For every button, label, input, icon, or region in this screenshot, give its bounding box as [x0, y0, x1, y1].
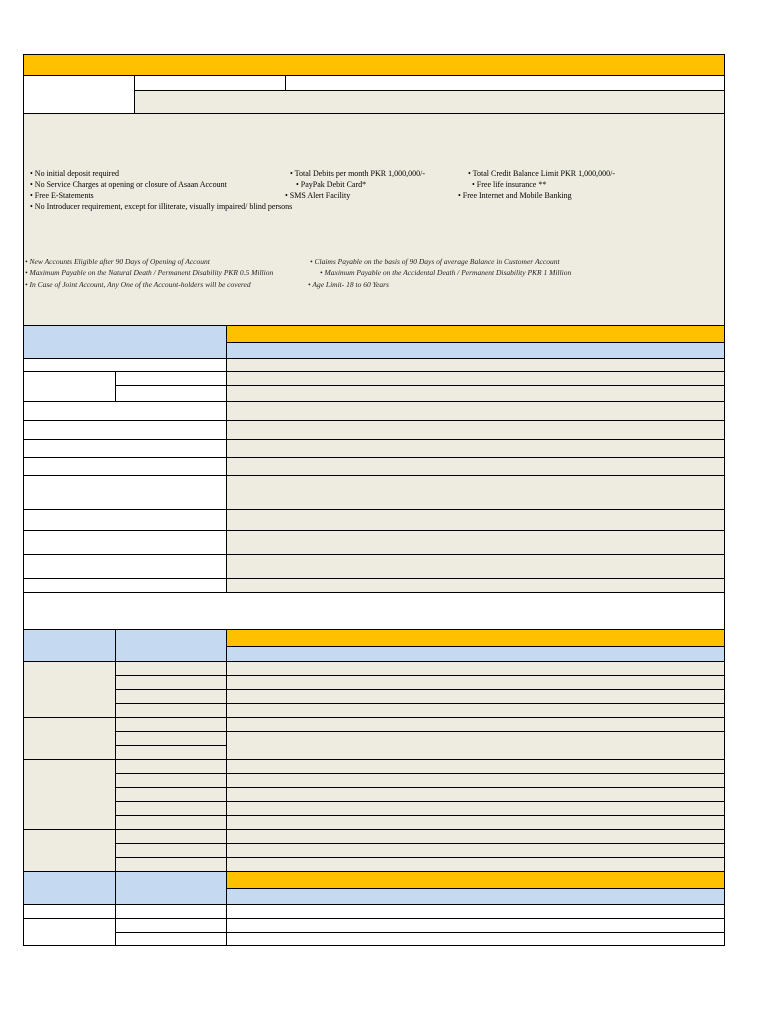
feature-bullet: • Free life insurance **	[472, 180, 547, 189]
feature-bullet: • Total Credit Balance Limit PKR 1,000,000/-	[468, 169, 615, 178]
feature-bullet: • PayPak Debit Card*	[296, 180, 367, 189]
table-row-sublabel	[115, 843, 227, 858]
table-group-label	[23, 918, 116, 946]
table-row-value	[226, 689, 725, 704]
table-row-value	[226, 578, 725, 593]
table-row-value	[226, 457, 725, 476]
table-row-label	[23, 457, 227, 476]
section3-heading	[226, 629, 725, 647]
section3-subheading	[226, 646, 725, 662]
table-row-value	[226, 475, 725, 510]
table-row-label	[23, 578, 227, 593]
table-row-value	[226, 401, 725, 421]
table-row-sublabel	[115, 932, 227, 946]
feature-bullet: • No Service Charges at opening or closure of Asaan Account	[30, 180, 227, 189]
section2-subheading	[226, 342, 725, 359]
table-row-value	[226, 509, 725, 531]
insurance-note: • New Accounts Eligible after 90 Days of Opening of Account	[25, 257, 210, 266]
table-row-sublabel	[115, 703, 227, 718]
table-row-value	[226, 675, 725, 690]
table-row-label	[23, 439, 227, 458]
table-group-label	[23, 759, 116, 830]
section3-label-cell-2	[115, 629, 227, 662]
table-row-sublabel	[115, 759, 227, 774]
table-group-label	[23, 717, 116, 760]
table-group-label	[23, 661, 116, 718]
insurance-note: • Maximum Payable on the Accidental Death / Permanent Disability PKR 1 Million	[320, 268, 572, 277]
table-row-value	[226, 554, 725, 579]
section3-label-cell	[23, 629, 116, 662]
table-row-sublabel	[115, 904, 227, 919]
table-row-value	[226, 918, 725, 933]
table-row-value	[226, 815, 725, 830]
table-row-value	[226, 717, 725, 732]
title-bar	[23, 54, 725, 76]
insurance-note: • Claims Payable on the basis of 90 Days of average Balance in Customer Account	[310, 257, 560, 266]
table-row-value	[226, 857, 725, 872]
table-row-value	[226, 787, 725, 802]
table-row-sublabel	[115, 371, 227, 386]
table-row-label	[23, 420, 227, 440]
insurance-note: • Age Limit- 18 to 60 Years	[308, 280, 389, 289]
feature-bullet: • No Introducer requirement, except for illiterate, visually impaired/ blind persons	[30, 202, 293, 211]
section-spacer	[23, 592, 725, 630]
table-group-label	[23, 829, 116, 872]
table-row-label	[23, 358, 227, 372]
table-row-value	[226, 420, 725, 440]
table-row-value	[226, 932, 725, 946]
table-row-sublabel	[115, 857, 227, 872]
table-row-value	[226, 731, 725, 760]
table-row-label	[23, 904, 116, 919]
table-row-value	[226, 703, 725, 718]
header-cell-1	[134, 75, 286, 91]
feature-bullet: • Free E-Statements	[30, 191, 94, 200]
feature-bullet: • Total Debits per month PKR 1,000,000/-	[290, 169, 425, 178]
section4-subheading	[226, 888, 725, 905]
section4-label-cell-2	[115, 871, 227, 905]
feature-bullet: • Free Internet and Mobile Banking	[458, 191, 572, 200]
table-row-value	[226, 759, 725, 774]
section4-label-cell	[23, 871, 116, 905]
section2-heading	[226, 325, 725, 343]
feature-bullet: • SMS Alert Facility	[285, 191, 351, 200]
table-row-value	[226, 661, 725, 676]
table-row-value	[226, 829, 725, 844]
header-label-cell	[23, 75, 135, 114]
table-row-sublabel	[115, 661, 227, 676]
table-row-sublabel	[115, 689, 227, 704]
table-row-label	[23, 509, 227, 531]
table-row-value	[226, 843, 725, 858]
table-row-value	[226, 801, 725, 816]
table-row-sublabel	[115, 801, 227, 816]
section2-label-cell	[23, 325, 227, 359]
table-row-label	[23, 530, 227, 555]
table-row-value	[226, 371, 725, 386]
table-row-sublabel	[115, 731, 227, 746]
section4-heading	[226, 871, 725, 889]
table-row-sublabel	[115, 717, 227, 732]
table-row-label	[23, 371, 116, 402]
table-row-value	[226, 904, 725, 919]
table-row-sublabel	[115, 745, 227, 760]
table-row-label	[23, 475, 227, 510]
insurance-note: • In Case of Joint Account, Any One of the Account-holders will be covered	[25, 280, 251, 289]
header-cell-3	[134, 90, 725, 114]
table-row-label	[23, 554, 227, 579]
insurance-note: • Maximum Payable on the Natural Death / Permanent Disability PKR 0.5 Million	[25, 268, 274, 277]
table-row-value	[226, 773, 725, 788]
table-row-sublabel	[115, 829, 227, 844]
feature-bullet: • No initial deposit required	[30, 169, 120, 178]
table-row-sublabel	[115, 773, 227, 788]
table-row-sublabel	[115, 787, 227, 802]
table-row-value	[226, 439, 725, 458]
table-row-sublabel	[115, 385, 227, 402]
table-row-label	[23, 401, 227, 421]
table-row-sublabel	[115, 815, 227, 830]
header-cell-2	[285, 75, 725, 91]
table-row-value	[226, 385, 725, 402]
table-row-sublabel	[115, 918, 227, 933]
table-row-value	[226, 530, 725, 555]
features-panel	[23, 113, 725, 326]
table-row-value	[226, 358, 725, 372]
table-row-sublabel	[115, 675, 227, 690]
